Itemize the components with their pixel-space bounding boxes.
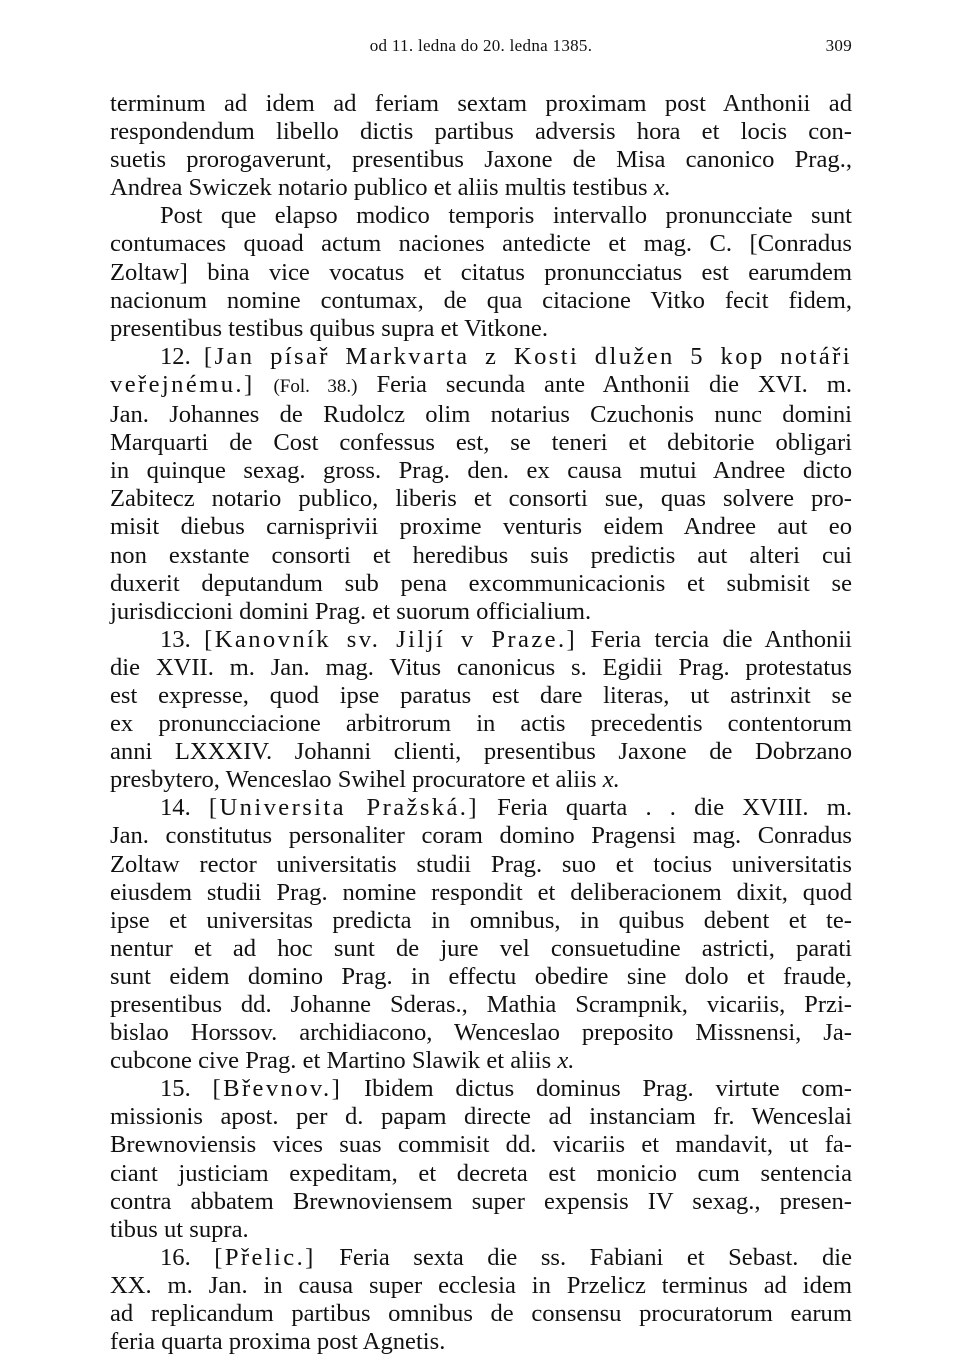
entry-16-heading: 16. [Přelic.] Feria sexta die ss. Fabiani et Sebast. die (160, 1243, 852, 1271)
text-line: Marquarti de Cost confessus est, se teneri et debitorie obligari (110, 429, 852, 457)
text-line: in quinque sexag. gross. Prag. den. ex causa mutui Andree dicto (110, 457, 852, 485)
text-line: duxerit deputandum sub pena excommunicacionis et submisit se (110, 569, 852, 597)
text-line: Post que elapso modico temporis intervallo pronuncciate sunt (160, 202, 852, 230)
text-line: non exstante consorti et heredibus suis predictis aut alteri cui (110, 541, 852, 569)
entry-number: 14. (160, 794, 191, 822)
running-title: od 11. ledna do 20. ledna 1385. (369, 36, 593, 55)
text-line: nacionum nomine contumax, de qua citacione Vitko fecit fidem, (110, 286, 852, 314)
entry-13-heading: 13. [Kanovník sv. Jiljí v Praze.] Feria tercia die Anthonii (160, 625, 853, 653)
entry-headnote: [Přelic.] (214, 1243, 316, 1271)
entry-12-heading (110, 343, 852, 371)
text-line: misit diebus carnisprivii proxime venturis eidem Andree aut eo (110, 513, 852, 541)
text-line: feria quarta proxima post Agnetis. (110, 1328, 446, 1356)
et-cetera-mark: x. (557, 1047, 575, 1075)
page-number: 309 (825, 36, 852, 55)
text-line: die XVII. m. Jan. mag. Vitus canonicus s. Egidii Prag. protestatus (110, 653, 852, 681)
entry-headnote: [Břevnov.] (212, 1075, 343, 1103)
text-line: jurisdiccioni domini Prag. et suorum officialium. (110, 597, 592, 625)
entry-headnote: [Kanovník sv. Jiljí v Praze.] (204, 625, 578, 653)
text-line: veřejnému.] (Fol. 38.) Feria secunda ante Anthonii die XVI. m. (110, 370, 852, 398)
text-line: ciant justiciam expeditam, et decreta est monicio cum sentencia (110, 1159, 852, 1187)
text-line: Andrea Swiczek notario publico et aliis multis testibus x. (110, 174, 671, 202)
text-line: presentibus dd. Johanne Sderas., Mathia Scrampnik, vicariis, Przi- (110, 991, 852, 1018)
text-line: eiusdem studii Prag. nomine respondit et deliberacionem dixit, quod (110, 878, 852, 906)
entry-number: 16. (160, 1243, 191, 1271)
entry-number: 15. (160, 1075, 191, 1103)
entry-number: 12. (160, 342, 191, 370)
text-line: tibus ut supra. (110, 1215, 249, 1243)
entry-14-heading: 14. [Universita Pražská.] Feria quarta . . die XVIII. m. (160, 794, 852, 822)
folio-reference: (Fol. 38.) (273, 375, 358, 397)
text-line: XX. m. Jan. in causa super ecclesia in Przelicz terminus ad idem (110, 1271, 852, 1299)
text-line: Brewnoviensis vices suas commisit dd. vicariis et mandavit, ut fa- (110, 1131, 852, 1159)
entry-15-heading: 15. [Břevnov.] Ibidem dictus dominus Prag. virtute com- (160, 1075, 852, 1103)
text-line: presbytero, Wenceslao Swihel procuratore et aliis x. (110, 766, 620, 794)
body-text (110, 90, 852, 1356)
text-line: terminum ad idem ad feriam sextam proximam post Anthonii ad (110, 90, 852, 117)
text-line: cubcone cive Prag. et Martino Slawik et aliis x. (110, 1047, 575, 1075)
text-line: contra abbatem Brewnoviensem super expensis IV sexag., presen- (110, 1187, 852, 1215)
text-line: ad replicandum partibus omnibus de consensu procuratorum earum (110, 1300, 852, 1328)
text-line: ex pronuncciacione arbitrorum in actis precedentis contentorum (110, 710, 852, 738)
entry-headnote: [Jan písař Markvarta z Kosti dlužen 5 kop notáři (203, 342, 852, 370)
text-line: est expresse, quod ipse paratus est dare literas, ut astrinxit se (110, 681, 852, 709)
et-cetera-mark: x. (653, 174, 671, 202)
text-line: missionis apost. per d. papam directe ad instanciam fr. Wenceslai (110, 1103, 852, 1131)
et-cetera-mark: x. (602, 766, 620, 794)
text-line: ipse et universitas predicta in omnibus, in quibus debent et te- (110, 906, 852, 934)
text-line: anni LXXXIV. Johanni clienti, presentibus Jaxone de Dobrzano (110, 738, 852, 766)
text-line: nentur et ad hoc sunt de jure vel consuetudine astricti, parati (110, 934, 852, 962)
text-line: bislao Horssov. archidiacono, Wenceslao preposito Missnensi, Ja- (110, 1019, 852, 1047)
text-line: respondendum libello dictis partibus adversis hora et locis con- (110, 118, 852, 146)
entry-number: 13. (160, 625, 191, 653)
entry-headnote: veřejnému.] (110, 370, 255, 398)
running-head (110, 36, 852, 60)
text-line: Jan. Johannes de Rudolcz olim notarius Czuchonis nunc domini (110, 401, 852, 429)
text-line: presentibus testibus quibus supra et Vitkone. (110, 314, 548, 342)
text-line: Zabitecz notario publico, liberis et consorti sue, quas solvere pro- (110, 485, 852, 513)
text-line: Jan. constitutus personaliter coram domino Pragensi mag. Conradus (110, 822, 852, 850)
entry-headnote: [Universita Pražská.] (208, 794, 479, 822)
text-line: Zoltaw] bina vice vocatus et citatus pronuncciatus est earumdem (110, 258, 852, 286)
text-line: contumaces quoad actum naciones antedicte et mag. C. [Conradus (110, 230, 852, 258)
text-line: suetis prorogaverunt, presentibus Jaxone de Misa canonico Prag., (110, 146, 852, 174)
text-line: sunt eidem domino Prag. in effectu obedire sine dolo et fraude, (110, 962, 852, 990)
text-line: Zoltaw rector universitatis studii Prag. suo et tocius universitatis (110, 850, 852, 878)
